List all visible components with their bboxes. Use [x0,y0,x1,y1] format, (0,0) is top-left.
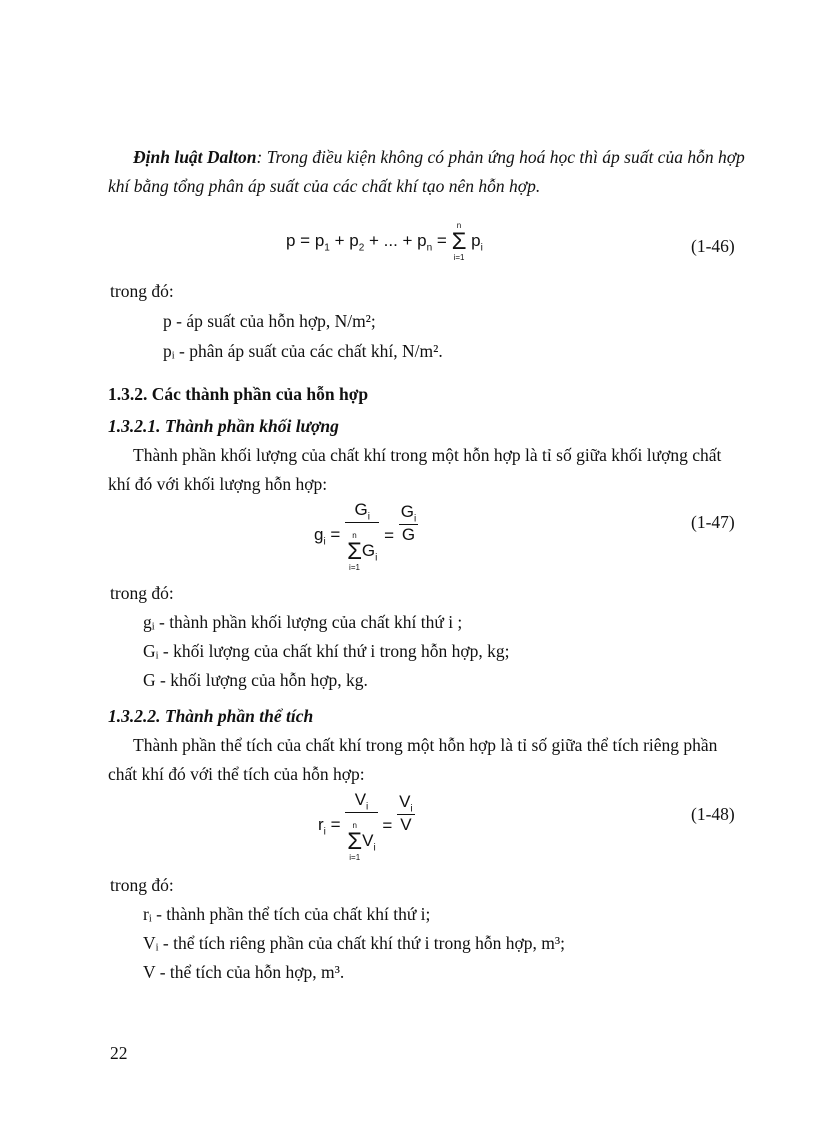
sum-symbol: n Σ i=1 [347,821,363,863]
dalton-title: Định luật Dalton [133,147,257,167]
equation-number: (1-46) [691,236,735,256]
fraction: $G_i$ n Σ i=1 $G_i$ [347,500,378,573]
subsection-paragraph: Thành phần thể tích của chất khí trong một hỗn hợp là tỉ số giữa thể tích riêng phần chất khí đó với thể tích của hỗn hợp: [108,735,718,784]
dalton-body: : Trong điều kiện không có phản ứng hoá học thì áp suất của hỗn hợp khí bằng tổng phân áp suất của các chất khí tạo nên hỗn hợp. [108,147,745,196]
page-number: 22 [110,1043,128,1063]
dalton-paragraph [108,143,748,201]
subsection-heading: 1.3.2.2. Thành phần thể tích [108,706,314,726]
legend-item-G: G - khối lượng của hỗn hợp, kg. [143,670,368,690]
legend-item-p: p - áp suất của hỗn hợp, N/m²; [163,311,376,331]
legend-intro: trong đó: [110,583,174,603]
sum-symbol: n Σ i=1 [347,531,362,573]
sum-symbol: n Σ i=1 [451,221,467,262]
equation-1-47: $g_i$ = $G_i$ n Σ i=1 $G_i$ = $\frac{G_i}{G}$ [314,500,417,573]
legend-item-pi: pᵢ - phân áp suất của các chất khí, N/m². [163,341,443,361]
equation-number: (1-47) [691,512,735,532]
fraction: $V_i$ n Σ i=1 $V_i$ [347,790,376,863]
equation-1-46: $p = p_1 + p_2$ + ... + $p_n$ = n Σ i=1 $p_i$ [286,221,483,262]
legend-item-gi: gᵢ - thành phần khối lượng của chất khí thứ i ; [143,612,463,632]
legend-intro: trong đó: [110,281,174,301]
legend-item-ri: rᵢ - thành phần thể tích của chất khí thứ i; [143,904,431,924]
section-heading: 1.3.2. Các thành phần của hỗn hợp [108,384,369,404]
equation-1-48: $r_i$ = $V_i$ n Σ i=1 $V_i$ = $\frac{V_i}{V}$ [318,790,413,863]
legend-item-Vi: Vᵢ - thể tích riêng phần của chất khí thứ i trong hỗn hợp, m³; [143,933,565,953]
legend-intro: trong đó: [110,875,174,895]
fraction: $\frac{V_i}{V}$ [399,791,413,834]
legend-item-V: V - thể tích của hỗn hợp, m³. [143,962,345,982]
fraction: $\frac{G_i}{G}$ [400,501,417,544]
equation-number: (1-48) [691,804,735,824]
legend-item-Gi: Gᵢ - khối lượng của chất khí thứ i trong hỗn hợp, kg; [143,641,510,661]
subsection-paragraph: Thành phần khối lượng của chất khí trong một hỗn hợp là tỉ số giữa khối lượng chất khí đó với khối lượng hỗn hợp: [108,445,722,494]
subsection-heading: 1.3.2.1. Thành phần khối lượng [108,416,339,436]
